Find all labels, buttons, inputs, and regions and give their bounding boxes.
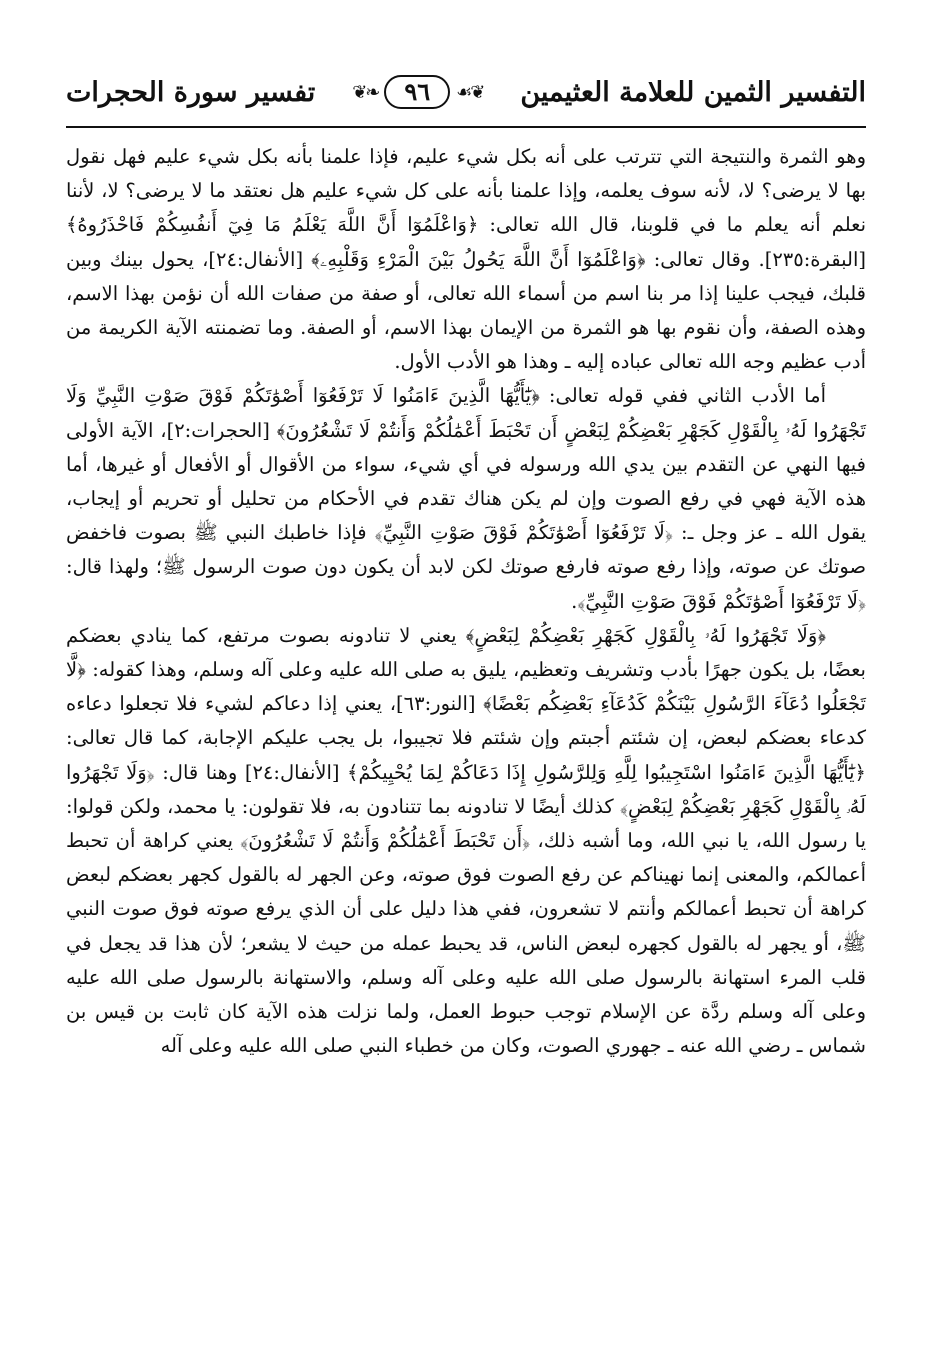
book-page [66, 62, 866, 1332]
page-number: ٩٦ [384, 75, 450, 109]
paragraph: ﴿وَلَا تَجْهَرُوا لَهُۥ بِالْقَوْلِ كَجَهْرِ بَعْضِكُمْ لِبَعْضٍ﴾ يعني لا تنادونه بصوت مرتفع، كما ينادي بعضكم بعضًا، بل يكون جهرًا بأدب وتشريف وتعظيم، يليق به صلى الله عليه وعلى آله وسلم، وهذا كقوله: ﴿لَّا تَجْعَلُوا دُعَآءَ الرَّسُولِ بَيْنَكُمْ كَدُعَآءِ بَعْضِكُم بَعْضًا﴾ [النور:٦٣]، يعني إذا دعاكم لشيء فلا تجعلوا دعاءه كدعاء بعضكم لبعض، إن شئتم أجبتم وإن شئتم فلا تجيبوا، بل يجب عليكم الإجابة، كما قال تعالى: ﴿يَٰٓأَيُّهَا الَّذِينَ ءَامَنُوا اسْتَجِيبُوا لِلَّهِ وَلِلرَّسُولِ إِذَا دَعَاكُمْ لِمَا يُحْيِيكُمْ﴾ [الأنفال:٢٤] وهنا قال: ﴿وَلَا تَجْهَرُوا لَهُۥ بِالْقَوْلِ كَجَهْرِ بَعْضِكُمْ لِبَعْضٍ﴾ كذلك أيضًا لا تنادونه بما تتنادون به، فلا تقولون: يا محمد، ولكن قولوا: يا رسول الله، يا نبي الله، وما أشبه ذلك، ﴿أَن تَحْبَطَ أَعْمَٰلُكُمْ وَأَنتُمْ لَا تَشْعُرُونَ﴾ يعني كراهة أن تحبط أعمالكم، والمعنى إنما نهيناكم عن رفع الصوت فوق صوته، وعن الجهر له بالقول كجهر بعضكم لبعض كراهة أن تحبط أعمالكم وأنتم لا تشعرون، ففي هذا دليل على أن الذي يرفع صوته فوق صوت النبي ﷺ، أو يجهر له بالقول كجهره لبعض الناس، قد يحبط عمله من حيث لا يشعر؛ لأن هذا قد يجعل في قلب المرء استهانة بالرسول صلى الله عليه وعلى آله وسلم، والاستهانة بالرسول صلى الله عليه وعلى آله وسلم ردَّة عن الإسلام توجب حبوط العمل، ولما نزلت هذه الآية كان ثابت بن قيس بن شماس ـ رضي الله عنه ـ جهوري الصوت، وكان من خطباء النبي صلى الله عليه وعلى آله [66, 623, 866, 1058]
surah-title: تفسير سورة الحجرات [66, 76, 316, 108]
book-title: التفسير الثمين للعلامة العثيمين [520, 76, 866, 108]
paragraph: وهو الثمرة والنتيجة التي تترتب على أنه بكل شيء عليم، فإذا علمنا بأنه بكل شيء عليم فهل نقول بها لا يرضى؟ لا، لأنه سوف يعلمه، وإذا علمنا بأنه على كل شيء عليم هل نعتقد ما لا يرضى؟ لا، لأننا نعلم أنه يعلم ما في قلوبنا، قال الله تعالى: ﴿وَاعْلَمُوٓا أَنَّ اللَّهَ يَعْلَمُ مَا فِيٓ أَنفُسِكُمْ فَاحْذَرُوهُ﴾ [البقرة:٢٣٥]. وقال تعالى: ﴿وَاعْلَمُوٓا أَنَّ اللَّهَ يَحُولُ بَيْنَ الْمَرْءِ وَقَلْبِهِۦ﴾ [الأنفال:٢٤]، يحول بينك وبين قلبك، فيجب علينا إذا مر بنا اسم من أسماء الله تعالى، أو صفة من صفات الله أن نؤمن بهذا الاسم، وهذه الصفة، وأن نقوم بها هو الثمرة من الإيمان بهذا الاسم، أو الصفة. وما تضمنته الآية الكريمة من أدب عظيم وجه الله تعالى عباده إليه ـ وهذا هو الأدب الأول. [66, 145, 866, 374]
header-rule [66, 126, 866, 128]
paragraph: أما الأدب الثاني ففي قوله تعالى: ﴿يَٰٓأَيُّهَا الَّذِينَ ءَامَنُوا لَا تَرْفَعُوٓا أَصْوَٰتَكُمْ فَوْقَ صَوْتِ النَّبِيِّ وَلَا تَجْهَرُوا لَهُۥ بِالْقَوْلِ كَجَهْرِ بَعْضِكُمْ لِبَعْضٍ أَن تَحْبَطَ أَعْمَٰلُكُمْ وَأَنتُمْ لَا تَشْعُرُونَ﴾ [الحجرات:٢]، الآية الأولى فيها النهي عن التقدم بين يدي الله ورسوله في أي شيء، سواء من الأقوال أو الأفعال أو غيرها، أما هذه الآية فهي في رفع الصوت وإن لم يكن هناك تقدم في الأحكام من تحليل أو تحريم أو إيجاب، يقول الله ـ عز وجل ـ: ﴿لَا تَرْفَعُوٓا أَصْوَٰتَكُمْ فَوْقَ صَوْتِ النَّبِيِّ﴾ فإذا خاطبك النبي ﷺ بصوت فاخفض صوتك عن صوته، وإذا رفع صوته فارفع صوتك لكن لابد أن يكون دون صوت الرسول ﷺ؛ ولهذا قال: ﴿لَا تَرْفَعُوٓا أَصْوَٰتَكُمْ فَوْقَ صَوْتِ النَّبِيِّ﴾. [66, 384, 866, 613]
ornament-left-icon: ❦❧ [352, 81, 379, 103]
running-header [66, 62, 866, 122]
page-body [66, 140, 866, 1063]
ornament-right-icon: ☙❦ [456, 81, 484, 103]
page-number-frame [352, 75, 483, 109]
